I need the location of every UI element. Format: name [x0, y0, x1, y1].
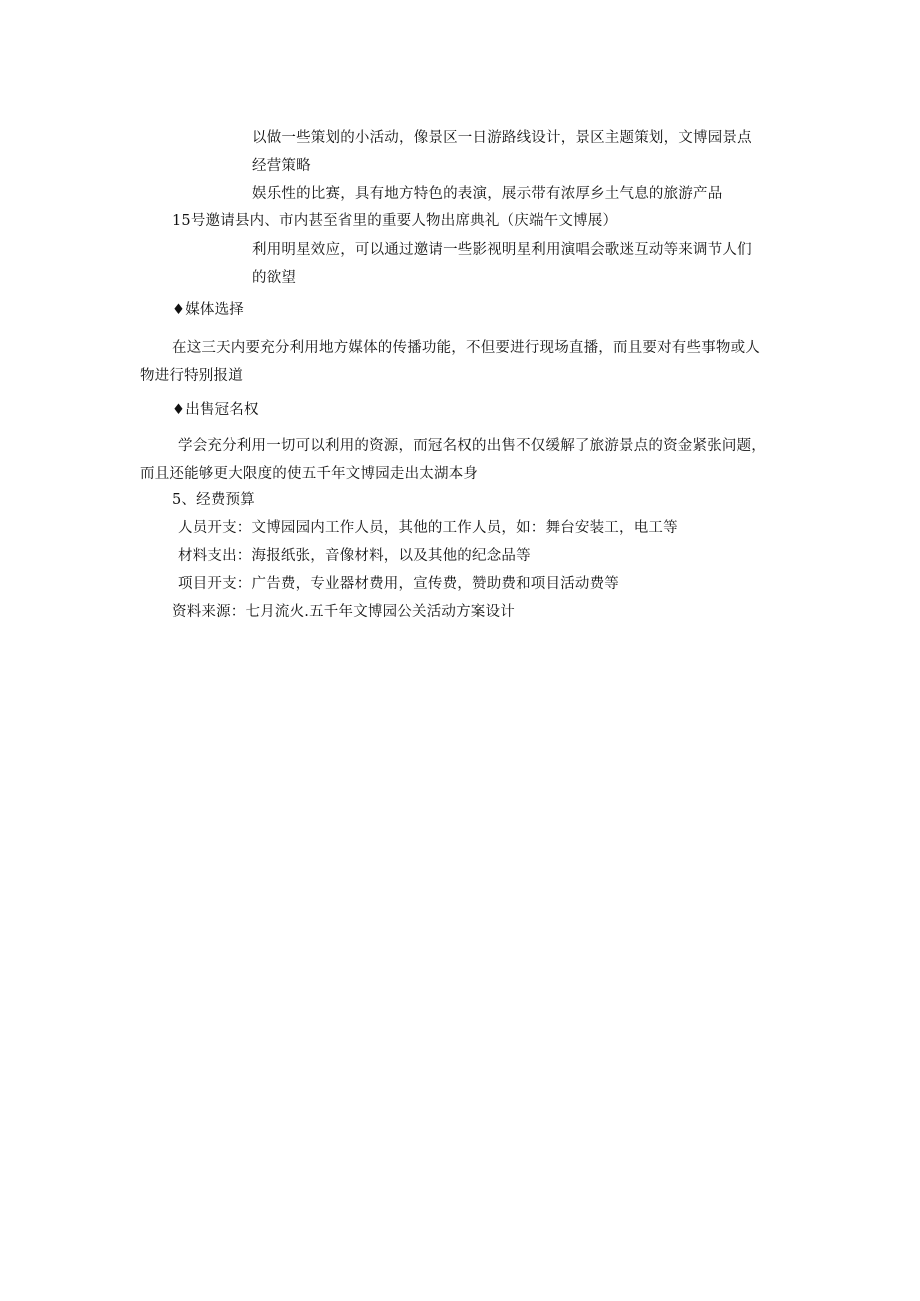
day15-title: 15号邀请县内、市内甚至省里的重要人物出席典礼（庆端午文博展）	[172, 213, 618, 229]
media-line-2: 物进行特别报道	[140, 368, 243, 384]
budget-item-personnel: 人员开支：文博园园内工作人员，其他的工作人员，如：舞台安装工，电工等	[178, 520, 678, 536]
naming-line-2: 而且还能够更大限度的使五千年文博园走出太湖本身	[140, 466, 479, 482]
naming-heading: ♦出售冠名权	[172, 402, 259, 418]
media-heading: ♦媒体选择	[172, 302, 244, 318]
budget-heading: 5、经费预算	[172, 492, 255, 508]
budget-item-materials: 材料支出：海报纸张，音像材料，以及其他的纪念品等	[178, 548, 531, 564]
activity-line-3: 娱乐性的比赛，具有地方特色的表演，展示带有浓厚乡土气息的旅游产品	[252, 186, 723, 202]
activity-line-1: 以做一些策划的小活动，像景区一日游路线设计，景区主题策划，文博园景点	[252, 130, 752, 146]
budget-item-projects: 项目开支：广告费，专业器材费用，宣传费，赞助费和项目活动费等	[178, 576, 619, 592]
celebrity-line-2: 的欲望	[252, 270, 297, 286]
naming-line-1: 学会充分利用一切可以利用的资源，而冠名权的出售不仅缓解了旅游景点的资金紧张问题，	[178, 438, 766, 454]
celebrity-line-1: 利用明星效应，可以通过邀请一些影视明星利用演唱会歌迷互动等来调节人们	[252, 242, 752, 258]
source-note: 资料来源：七月流火.五千年文博园公关活动方案设计	[172, 604, 515, 620]
activity-line-2: 经营策略	[252, 158, 311, 174]
media-line-1: 在这三天内要充分利用地方媒体的传播功能，不但要进行现场直播，而且要对有些事物或人	[172, 340, 760, 356]
